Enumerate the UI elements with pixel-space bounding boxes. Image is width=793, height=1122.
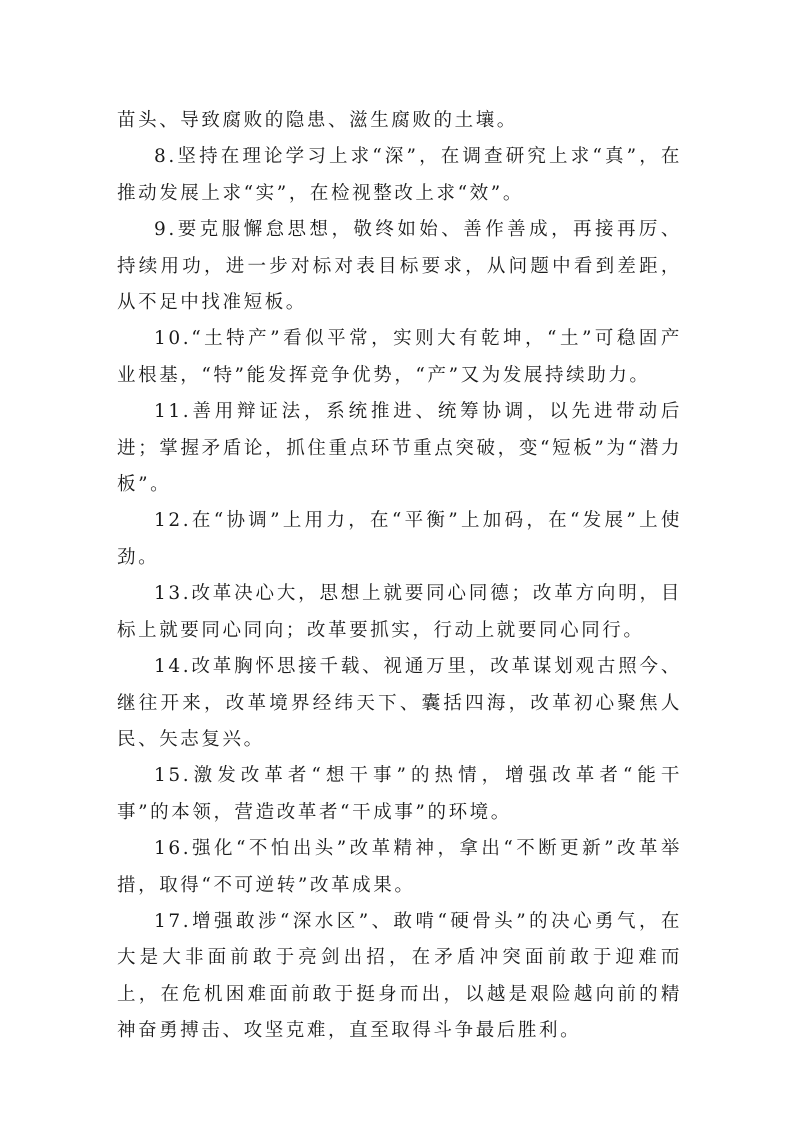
paragraph-item-10 bbox=[117, 321, 682, 394]
paragraph-text: 改革决心大，思想上就要同心同德；改革方向明，目标上就要同心同向；改革要抓实，行动上就要同心同行。 bbox=[117, 583, 682, 641]
paragraph-item-12 bbox=[117, 503, 682, 576]
paragraph-item-15 bbox=[117, 758, 682, 831]
paragraph-item-16 bbox=[117, 831, 682, 904]
paragraph-item-14 bbox=[117, 649, 682, 758]
item-number: 10. bbox=[154, 328, 192, 350]
paragraph-text: 在“协调”上用力，在“平衡”上加码，在“发展”上使劲。 bbox=[117, 510, 682, 568]
paragraph-item-11 bbox=[117, 394, 682, 503]
paragraph-text: “土特产”看似平常，实则大有乾坤，“土”可稳固产业根基，“特”能发挥竞争优势，“产”又为发展持续助力。 bbox=[117, 328, 682, 386]
item-number: 14. bbox=[154, 656, 192, 678]
paragraph-item-13 bbox=[117, 576, 682, 649]
item-number: 16. bbox=[154, 838, 192, 860]
paragraph-text: 激发改革者“想干事”的热情，增强改革者“能干事”的本领，营造改革者“干成事”的环境。 bbox=[117, 765, 682, 823]
paragraph-item-17 bbox=[117, 904, 682, 1050]
paragraph-text: 坚持在理论学习上求“深”，在调查研究上求“真”，在推动发展上求“实”，在检视整改上求“效”。 bbox=[117, 146, 682, 204]
paragraph-text: 要克服懈怠思想，敬终如始、善作善成，再接再厉、持续用功，进一步对标对表目标要求，从问题中看到差距，从不足中找准短板。 bbox=[117, 219, 682, 314]
paragraph-text: 改革胸怀思接千载、视通万里，改革谋划观古照今、继往开来，改革境界经纬天下、囊括四海，改革初心聚焦人民、矢志复兴。 bbox=[117, 656, 682, 750]
paragraph-item-9 bbox=[117, 212, 682, 321]
paragraph-text: 苗头、导致腐败的隐患、滋生腐败的土壤。 bbox=[117, 110, 518, 131]
paragraph-text: 强化“不怕出头”改革精神，拿出“不断更新”改革举措，取得“不可逆转”改革成果。 bbox=[117, 838, 682, 896]
paragraph-continuation bbox=[117, 103, 682, 139]
item-number: 9. bbox=[154, 219, 177, 241]
item-number: 8. bbox=[154, 146, 177, 168]
item-number: 17. bbox=[154, 910, 192, 932]
item-number: 12. bbox=[154, 510, 192, 532]
item-number: 11. bbox=[154, 401, 192, 423]
paragraph-item-8 bbox=[117, 139, 682, 212]
paragraph-text: 增强敢涉“深水区”、敢啃“硬骨头”的决心勇气，在大是大非面前敢于亮剑出招，在矛盾冲突面前敢于迎难而上，在危机困难面前敢于挺身而出，以越是艰险越向前的精神奋勇搏击、攻坚克难，直至取得斗争最后胜利。 bbox=[117, 910, 682, 1042]
document-page bbox=[117, 103, 682, 1050]
item-number: 15. bbox=[154, 765, 192, 787]
paragraph-text: 善用辩证法，系统推进、统筹协调，以先进带动后进；掌握矛盾论，抓住重点环节重点突破，变“短板”为“潜力板”。 bbox=[117, 401, 682, 496]
item-number: 13. bbox=[154, 583, 192, 605]
